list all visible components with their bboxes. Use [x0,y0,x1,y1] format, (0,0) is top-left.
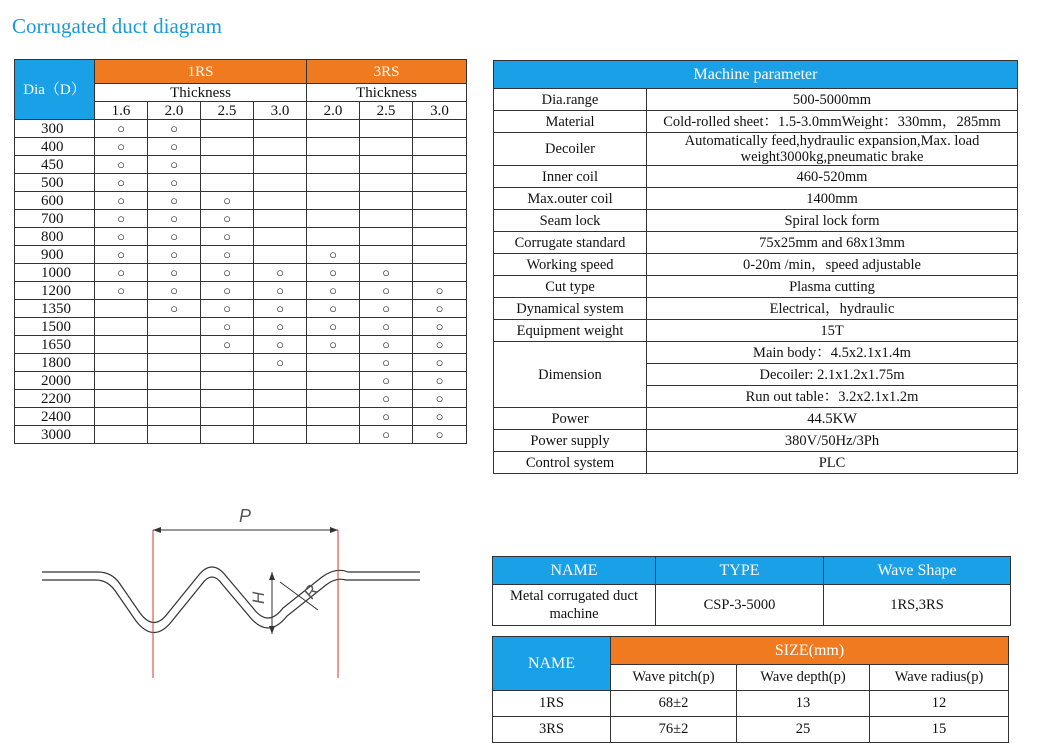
name-type-table [492,556,1011,626]
dia-value: 2200 [15,390,95,408]
dia-row [15,138,467,156]
availability-mark: ○ [148,138,201,156]
empty-cell [201,390,254,408]
availability-mark: ○ [254,300,307,318]
parameter-value: 0-20m /min，speed adjustable [647,254,1018,276]
empty-cell [95,354,148,372]
parameter-label: Seam lock [494,210,647,232]
empty-cell [254,156,307,174]
page-title: Corrugated duct diagram [12,14,222,38]
parameter-label: Material [494,111,647,133]
availability-mark: ○ [413,300,467,318]
empty-cell [413,192,467,210]
empty-cell [254,246,307,264]
empty-cell [360,228,413,246]
thickness-3rs: 3.0 [413,102,467,120]
empty-cell [201,120,254,138]
dia-row [15,120,467,138]
availability-mark: ○ [254,336,307,354]
empty-cell [254,210,307,228]
availability-mark: ○ [413,408,467,426]
availability-mark: ○ [148,282,201,300]
height-arrow-bottom [269,626,275,634]
empty-cell [95,408,148,426]
availability-mark: ○ [360,372,413,390]
empty-cell [307,390,360,408]
parameter-value: 500-5000mm [647,89,1018,111]
availability-mark: ○ [360,354,413,372]
availability-mark: ○ [201,192,254,210]
size-name-header: NAME [493,637,611,691]
empty-cell [201,138,254,156]
size-value: 76±2 [611,717,737,743]
empty-cell [148,408,201,426]
availability-mark: ○ [360,300,413,318]
parameter-row [494,430,1018,452]
empty-cell [95,336,148,354]
empty-cell [360,246,413,264]
dia-row [15,174,467,192]
availability-mark: ○ [148,228,201,246]
availability-mark: ○ [307,318,360,336]
parameter-value: Electrical，hydraulic [647,298,1018,320]
availability-mark: ○ [201,300,254,318]
empty-cell [201,426,254,444]
empty-cell [148,336,201,354]
size-row [493,691,1009,717]
empty-cell [148,372,201,390]
empty-cell [254,426,307,444]
machine-parameter-header: Machine parameter [494,61,1018,89]
thickness-3rs: 2.5 [360,102,413,120]
dia-value: 1800 [15,354,95,372]
parameter-row [494,210,1018,232]
group-1rs-header: 1RS [95,60,307,84]
thickness-1rs: 3.0 [254,102,307,120]
thickness-3rs: 2.0 [307,102,360,120]
empty-cell [413,156,467,174]
dia-value: 1000 [15,264,95,282]
availability-mark: ○ [148,300,201,318]
availability-mark: ○ [95,210,148,228]
dia-header: Dia（D） [15,60,95,120]
empty-cell [360,120,413,138]
empty-cell [254,174,307,192]
empty-cell [254,372,307,390]
availability-mark: ○ [413,426,467,444]
parameter-row [494,254,1018,276]
pitch-arrow-left [153,527,161,533]
dia-row [15,318,467,336]
dia-row [15,282,467,300]
availability-mark: ○ [95,138,148,156]
size-value: 13 [737,691,870,717]
parameter-value: 15T [647,320,1018,342]
parameter-label: Control system [494,452,647,474]
availability-mark: ○ [201,264,254,282]
dia-value: 1650 [15,336,95,354]
dia-value: 3000 [15,426,95,444]
availability-mark: ○ [148,246,201,264]
empty-cell [413,120,467,138]
size-row [493,717,1009,743]
parameter-label: Decoiler [494,133,647,166]
availability-mark: ○ [360,282,413,300]
size-header: SIZE(mm) [611,637,1009,665]
parameter-value: 1400mm [647,188,1018,210]
parameter-label: Power supply [494,430,647,452]
parameter-label: Cut type [494,276,647,298]
parameter-row [494,89,1018,111]
dia-row [15,408,467,426]
parameter-label: Dia.range [494,89,647,111]
availability-mark: ○ [307,282,360,300]
availability-mark: ○ [360,390,413,408]
empty-cell [307,354,360,372]
empty-cell [201,174,254,192]
empty-cell [148,354,201,372]
empty-cell [413,246,467,264]
empty-cell [360,138,413,156]
availability-mark: ○ [360,408,413,426]
dia-row [15,390,467,408]
size-value: 12 [870,691,1009,717]
empty-cell [201,156,254,174]
dia-row [15,336,467,354]
size-row-name: 3RS [493,717,611,743]
availability-mark: ○ [95,264,148,282]
machine-type: CSP-3-5000 [656,585,824,626]
dia-value: 2400 [15,408,95,426]
thickness-label-3rs: Thickness [307,84,467,102]
dia-value: 500 [15,174,95,192]
size-row-name: 1RS [493,691,611,717]
dia-value: 1500 [15,318,95,336]
group-3rs-header: 3RS [307,60,467,84]
dia-value: 600 [15,192,95,210]
parameter-value: Spiral lock form [647,210,1018,232]
availability-mark: ○ [413,390,467,408]
parameter-value: Plasma cutting [647,276,1018,298]
availability-mark: ○ [148,156,201,174]
availability-mark: ○ [95,246,148,264]
availability-mark: ○ [413,336,467,354]
parameter-label: Inner coil [494,166,647,188]
availability-mark: ○ [413,318,467,336]
empty-cell [307,372,360,390]
pitch-arrow-right [330,527,338,533]
height-arrow-top [269,572,275,580]
availability-mark: ○ [201,228,254,246]
empty-cell [307,408,360,426]
availability-mark: ○ [95,156,148,174]
corrugation-profile-diagram [40,500,460,680]
availability-mark: ○ [307,246,360,264]
availability-mark: ○ [201,282,254,300]
empty-cell [254,228,307,246]
parameter-row [494,452,1018,474]
dia-row [15,192,467,210]
dia-value: 900 [15,246,95,264]
radius-label: R [299,581,323,603]
parameter-value: PLC [647,452,1018,474]
height-label: H [249,591,268,604]
size-table-body [493,691,1009,743]
parameter-row [494,111,1018,133]
availability-mark: ○ [201,210,254,228]
pitch-label: P [238,506,252,526]
availability-mark: ○ [148,174,201,192]
parameter-row [494,133,1018,166]
parameter-row [494,232,1018,254]
parameter-row [494,166,1018,188]
dia-row [15,372,467,390]
availability-mark: ○ [413,354,467,372]
availability-mark: ○ [95,120,148,138]
wave-shape-header: Wave Shape [824,557,1011,585]
machine-name: Metal corrugated duct machine [493,585,656,626]
empty-cell [95,372,148,390]
empty-cell [360,156,413,174]
dia-thickness-table [14,59,467,444]
wave-depth-header: Wave depth(p) [737,665,870,691]
empty-cell [95,300,148,318]
parameter-label: Dynamical system [494,298,647,320]
size-value: 15 [870,717,1009,743]
availability-mark: ○ [201,336,254,354]
thickness-1rs: 1.6 [95,102,148,120]
availability-mark: ○ [95,174,148,192]
wave-pitch-header: Wave pitch(p) [611,665,737,691]
parameter-value: 44.5KW [647,408,1018,430]
empty-cell [413,138,467,156]
availability-mark: ○ [95,192,148,210]
availability-mark: ○ [148,192,201,210]
dia-table-body [15,120,467,444]
dia-value: 1350 [15,300,95,318]
wave-profile [42,567,420,633]
empty-cell [413,228,467,246]
empty-cell [307,210,360,228]
availability-mark: ○ [201,246,254,264]
empty-cell [307,138,360,156]
dimension-label: Dimension [494,342,647,408]
empty-cell [254,192,307,210]
size-table [492,636,1009,743]
dia-row [15,426,467,444]
parameter-label: Max.outer coil [494,188,647,210]
empty-cell [413,264,467,282]
empty-cell [254,138,307,156]
parameter-label: Equipment weight [494,320,647,342]
dia-row [15,264,467,282]
availability-mark: ○ [254,318,307,336]
thickness-label-1rs: Thickness [95,84,307,102]
empty-cell [413,210,467,228]
empty-cell [307,426,360,444]
availability-mark: ○ [413,372,467,390]
empty-cell [307,174,360,192]
parameter-label: Power [494,408,647,430]
parameter-row [494,188,1018,210]
empty-cell [148,390,201,408]
availability-mark: ○ [307,300,360,318]
wave-shape: 1RS,3RS [824,585,1011,626]
empty-cell [360,210,413,228]
empty-cell [254,120,307,138]
size-value: 25 [737,717,870,743]
dia-row [15,246,467,264]
availability-mark: ○ [254,354,307,372]
availability-mark: ○ [201,318,254,336]
empty-cell [360,192,413,210]
parameter-value: Automatically feed,hydraulic expansion,Max. load weight3000kg,pneumatic brake [647,133,1018,166]
empty-cell [307,120,360,138]
dia-value: 300 [15,120,95,138]
availability-mark: ○ [307,264,360,282]
availability-mark: ○ [360,426,413,444]
availability-mark: ○ [254,282,307,300]
type-header: TYPE [656,557,824,585]
dia-value: 1200 [15,282,95,300]
availability-mark: ○ [360,264,413,282]
parameter-row [494,320,1018,342]
dia-value: 2000 [15,372,95,390]
parameter-value: Cold-rolled sheet：1.5-3.0mmWeight：330mm，285mm [647,111,1018,133]
empty-cell [307,156,360,174]
machine-parameter-body [494,89,1018,474]
name-header: NAME [493,557,656,585]
thickness-1rs: 2.5 [201,102,254,120]
availability-mark: ○ [148,264,201,282]
availability-mark: ○ [148,210,201,228]
empty-cell [201,354,254,372]
empty-cell [254,408,307,426]
thickness-1rs: 2.0 [148,102,201,120]
parameter-value: 380V/50Hz/3Ph [647,430,1018,452]
availability-mark: ○ [95,228,148,246]
empty-cell [413,174,467,192]
parameter-value: 460-520mm [647,166,1018,188]
dia-value: 450 [15,156,95,174]
empty-cell [148,318,201,336]
availability-mark: ○ [360,336,413,354]
empty-cell [148,426,201,444]
empty-cell [95,318,148,336]
dia-value: 400 [15,138,95,156]
empty-cell [254,390,307,408]
empty-cell [307,192,360,210]
machine-parameter-table [493,60,1018,474]
wave-radius-header: Wave radius(p) [870,665,1009,691]
availability-mark: ○ [360,318,413,336]
dimension-value: Run out table：3.2x2.1x1.2m [647,386,1018,408]
size-value: 68±2 [611,691,737,717]
dia-row [15,354,467,372]
availability-mark: ○ [148,120,201,138]
parameter-row [494,276,1018,298]
availability-mark: ○ [413,282,467,300]
empty-cell [95,426,148,444]
parameter-label: Corrugate standard [494,232,647,254]
dia-value: 800 [15,228,95,246]
dia-row [15,156,467,174]
availability-mark: ○ [307,336,360,354]
dimension-row [494,342,1018,364]
empty-cell [307,228,360,246]
parameter-label: Working speed [494,254,647,276]
parameter-value: 75x25mm and 68x13mm [647,232,1018,254]
parameter-row [494,298,1018,320]
empty-cell [95,390,148,408]
dimension-value: Decoiler: 2.1x1.2x1.75m [647,364,1018,386]
availability-mark: ○ [95,282,148,300]
empty-cell [201,408,254,426]
dia-value: 700 [15,210,95,228]
empty-cell [201,372,254,390]
parameter-row [494,408,1018,430]
dia-row [15,300,467,318]
dia-row [15,210,467,228]
availability-mark: ○ [254,264,307,282]
empty-cell [360,174,413,192]
dimension-value: Main body：4.5x2.1x1.4m [647,342,1018,364]
dia-row [15,228,467,246]
